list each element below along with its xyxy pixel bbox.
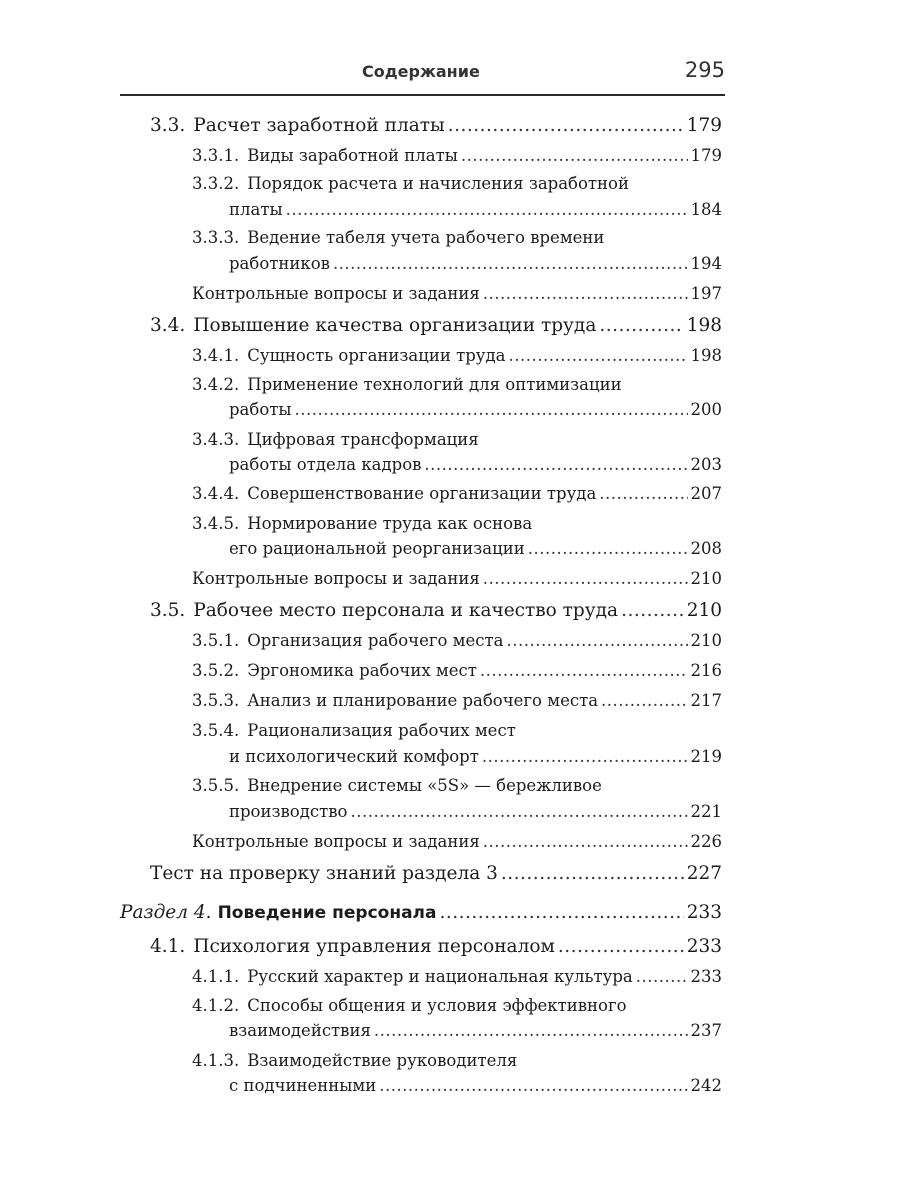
dot-leader <box>482 747 688 768</box>
entry-title-line1: Ведение табеля учета рабочего времени <box>247 228 605 247</box>
entry-title: Виды заработной платы <box>247 146 458 165</box>
entry-page: 210 <box>690 631 722 650</box>
entry-number: 4.1.1. <box>192 967 240 986</box>
toc-entry-4-1[interactable] <box>150 935 722 958</box>
entry-page: 210 <box>686 600 722 621</box>
toc-entry-3-4-1[interactable] <box>192 346 722 367</box>
dot-leader <box>448 114 684 137</box>
entry-title-line2: и психологический комфорт <box>229 747 479 766</box>
entry-title-line1: Способы общения и условия эффективного <box>247 996 627 1015</box>
entry-title: Сущность организации труда <box>247 346 506 365</box>
entry-page: 184 <box>690 200 722 219</box>
entry-number: 3.5. <box>150 600 186 621</box>
entry-title: Повышение качества организации труда <box>193 315 597 336</box>
entry-page: 197 <box>690 284 722 303</box>
toc-entry-3-3-1[interactable] <box>192 146 722 167</box>
dot-leader <box>509 346 688 367</box>
entry-title-line2: работников <box>229 254 330 273</box>
dot-leader <box>599 314 683 337</box>
entry-page: 198 <box>690 346 722 365</box>
entry-number: 3.4.1. <box>192 346 240 365</box>
entry-title: Контрольные вопросы и задания <box>192 569 480 588</box>
entry-page: 200 <box>690 400 722 419</box>
dot-leader <box>295 400 688 421</box>
dot-leader <box>528 539 688 560</box>
toc-entry-4-1-2-first-line[interactable] <box>192 996 627 1017</box>
toc-entry-4-1-2[interactable] <box>229 1021 722 1042</box>
entry-title: Совершенствование организации труда <box>247 484 597 503</box>
dot-leader <box>350 802 687 823</box>
dot-leader <box>286 200 688 221</box>
toc-entry-3-4-5[interactable] <box>229 539 722 560</box>
toc-entry-3-5[interactable] <box>150 599 722 622</box>
entry-title: Рабочее место персонала и качество труда <box>193 600 619 621</box>
entry-title-line2: платы <box>229 200 283 219</box>
dot-leader <box>483 284 688 305</box>
entry-page: 179 <box>686 115 722 136</box>
dot-leader <box>501 862 684 885</box>
entry-number: 3.3.3. <box>192 228 240 247</box>
dot-leader <box>506 631 687 652</box>
toc-entry-3-3[interactable] <box>150 114 722 137</box>
toc-entry-3-5-5-first-line[interactable] <box>192 776 602 797</box>
dot-leader <box>601 691 687 712</box>
dot-leader <box>461 146 688 167</box>
entry-page: 227 <box>686 863 722 884</box>
part-title: Поведение персонала <box>217 903 437 923</box>
entry-page: 207 <box>690 484 722 503</box>
dot-leader <box>483 569 688 590</box>
entry-title-line2: работы <box>229 400 292 419</box>
dot-leader <box>480 661 688 682</box>
entry-title: Анализ и планирование рабочего места <box>247 691 599 710</box>
entry-title-line1: Взаимодействие руководителя <box>247 1051 518 1070</box>
entry-title-line1: Цифровая трансформация <box>247 430 479 449</box>
part-label: Раздел 4. <box>120 902 212 923</box>
toc-entry-3-4-2[interactable] <box>229 400 722 421</box>
entry-number: 3.4. <box>150 315 186 336</box>
entry-page: 219 <box>690 747 722 766</box>
entry-number: 4.1.2. <box>192 996 240 1015</box>
dot-leader <box>439 901 683 924</box>
toc-entry-3-5-4[interactable] <box>229 747 722 768</box>
entry-title-line1: Порядок расчета и начисления заработной <box>247 174 629 193</box>
entry-number: 3.3.1. <box>192 146 240 165</box>
dot-leader <box>558 935 684 958</box>
entry-title: Тест на проверку знаний раздела 3 <box>150 863 498 884</box>
entry-number: 3.4.3. <box>192 430 240 449</box>
entry-title: Организация рабочего места <box>247 631 504 650</box>
entry-title-line1: Нормирование труда как основа <box>247 514 533 533</box>
entry-title-line2: взаимодействия <box>229 1021 371 1040</box>
dot-leader <box>599 484 687 505</box>
toc-entry-4-1-1[interactable] <box>192 967 722 988</box>
entry-title: Психология управления персоналом <box>193 936 555 957</box>
toc-entry-test-3[interactable] <box>150 862 722 885</box>
entry-page: 233 <box>686 902 722 923</box>
toc-entry-3-4-4[interactable] <box>192 484 722 505</box>
toc-entry-3-3-2[interactable] <box>229 200 722 221</box>
toc-entry-3-4-2-first-line[interactable] <box>192 375 622 396</box>
toc-entry-3-5-4-first-line[interactable] <box>192 721 516 742</box>
entry-title-line1: Применение технологий для оптимизации <box>247 375 622 394</box>
entry-page: 208 <box>690 539 722 558</box>
toc-entry-questions-3-5[interactable] <box>192 832 722 853</box>
toc-entry-3-4-3-first-line[interactable] <box>192 430 479 451</box>
entry-title-line2: работы отдела кадров <box>229 455 422 474</box>
page-number: 295 <box>684 58 725 82</box>
dot-leader <box>621 599 684 622</box>
dot-leader <box>636 967 688 988</box>
toc-entry-3-5-1[interactable] <box>192 631 722 652</box>
entry-title-line1: Рационализация рабочих мест <box>247 721 516 740</box>
toc-entry-3-3-3-first-line[interactable] <box>192 228 604 249</box>
dot-leader <box>483 832 688 853</box>
dot-leader <box>424 455 687 476</box>
dot-leader <box>379 1076 687 1097</box>
entry-title-line2: с подчиненными <box>229 1076 377 1095</box>
toc-entry-3-4-3[interactable] <box>229 455 722 476</box>
entry-number: 4.1.3. <box>192 1051 240 1070</box>
entry-number: 3.5.4. <box>192 721 240 740</box>
entry-title: Эргономика рабочих мест <box>247 661 477 680</box>
entry-page: 217 <box>690 691 722 710</box>
entry-page: 233 <box>690 967 722 986</box>
toc-entry-3-4-5-first-line[interactable] <box>192 514 532 535</box>
entry-page: 221 <box>690 802 722 821</box>
entry-page: 242 <box>690 1076 722 1095</box>
entry-page: 216 <box>690 661 722 680</box>
toc-entry-questions-3-3[interactable] <box>192 284 722 305</box>
toc-entry-3-4[interactable] <box>150 314 722 337</box>
entry-page: 203 <box>690 455 722 474</box>
entry-number: 3.4.5. <box>192 514 240 533</box>
entry-title: Контрольные вопросы и задания <box>192 284 480 303</box>
dot-leader <box>333 254 688 275</box>
toc-entry-4-1-3[interactable] <box>229 1076 722 1097</box>
toc-entry-4-1-3-first-line[interactable] <box>192 1051 517 1072</box>
entry-page: 237 <box>690 1021 722 1040</box>
entry-number: 3.5.3. <box>192 691 240 710</box>
entry-page: 194 <box>690 254 722 273</box>
running-header-title: Содержание <box>362 62 480 81</box>
entry-number: 3.5.5. <box>192 776 240 795</box>
toc-entry-3-3-3[interactable] <box>229 254 722 275</box>
entry-page: 179 <box>690 146 722 165</box>
toc-entry-3-5-3[interactable] <box>192 691 722 712</box>
entry-title-line2: его рациональной реорганизации <box>229 539 525 558</box>
entry-page: 233 <box>686 936 722 957</box>
entry-page: 198 <box>686 315 722 336</box>
dot-leader <box>374 1021 688 1042</box>
entry-title-line2: производство <box>229 802 348 821</box>
entry-number: 3.4.2. <box>192 375 240 394</box>
entry-title: Русский характер и национальная культура <box>247 967 633 986</box>
toc-entry-questions-3-4[interactable] <box>192 569 722 590</box>
entry-number: 3.5.2. <box>192 661 240 680</box>
toc-entry-3-5-5[interactable] <box>229 802 722 823</box>
toc-entry-part-4[interactable] <box>120 901 722 924</box>
entry-number: 3.3.2. <box>192 174 240 193</box>
entry-title-line1: Внедрение системы «5S» — бережливое <box>247 776 602 795</box>
entry-page: 210 <box>690 569 722 588</box>
toc-entry-3-3-2-first-line[interactable] <box>192 174 629 195</box>
entry-title: Контрольные вопросы и задания <box>192 832 480 851</box>
toc-entry-3-5-2[interactable] <box>192 661 722 682</box>
entry-number: 3.4.4. <box>192 484 240 503</box>
entry-number: 3.3. <box>150 115 186 136</box>
entry-number: 4.1. <box>150 936 186 957</box>
entry-title: Расчет заработной платы <box>193 115 445 136</box>
entry-number: 3.5.1. <box>192 631 240 650</box>
entry-page: 226 <box>690 832 722 851</box>
